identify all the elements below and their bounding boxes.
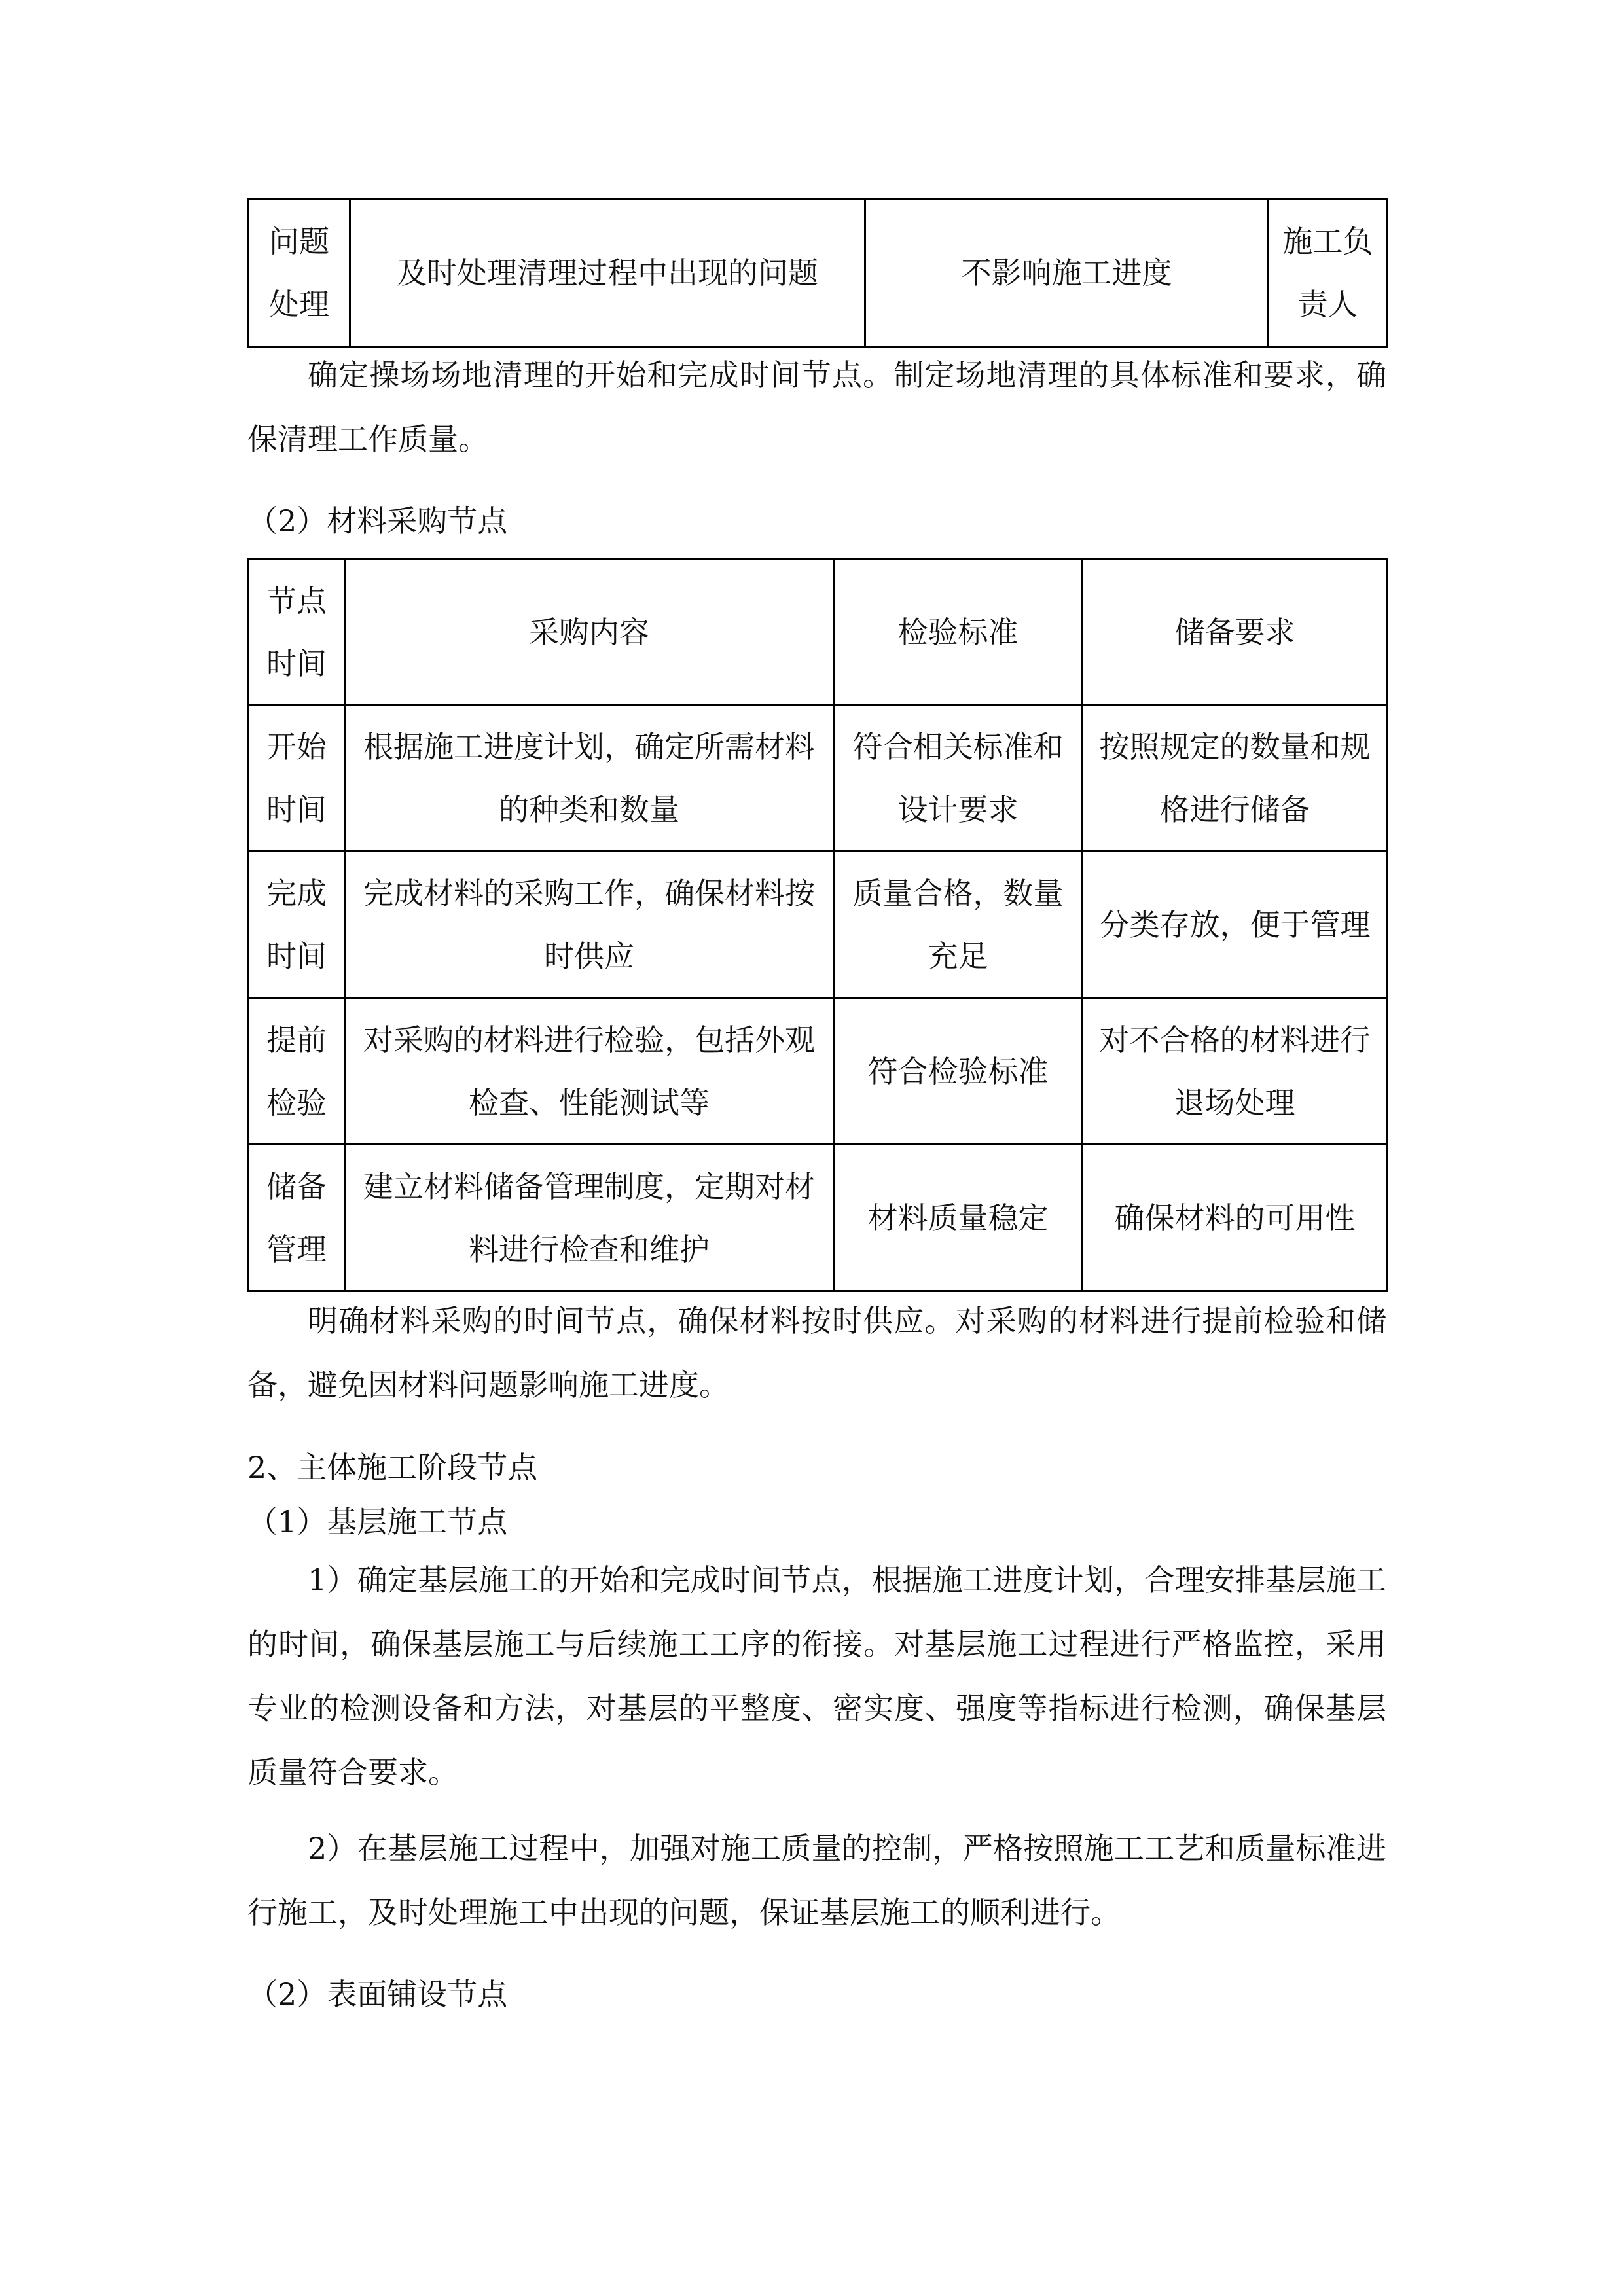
table-cell: 提前检验 [249,998,345,1145]
section-heading: 2、主体施工阶段节点 [247,1450,538,1485]
table-row [249,998,1388,1145]
table-cell: 对采购的材料进行检验，包括外观检查、性能测试等 [345,998,834,1145]
table-cell: 确保材料的可用性 [1083,1145,1388,1291]
table-cell: 对不合格的材料进行退场处理 [1083,998,1388,1145]
table-header-cell: 储备要求 [1083,560,1388,705]
table-header-cell: 检验标准 [834,560,1083,705]
table-cell: 分类存放，便于管理 [1083,852,1388,998]
paragraph: 确定操场场地清理的开始和完成时间节点。制定场地清理的具体标准和要求，确保清理工作质量。 [247,357,1386,457]
table-header-row [249,560,1388,705]
table-cell: 开始时间 [249,705,345,852]
subsection-heading: （1）基层施工节点 [247,1504,508,1539]
table-cell: 质量合格，数量充足 [834,852,1083,998]
table-cell: 完成时间 [249,852,345,998]
table-cell: 施工负责人 [1269,199,1388,347]
table-cell: 及时处理清理过程中出现的问题 [350,199,865,347]
table-cell: 符合检验标准 [834,998,1083,1145]
subsection-heading: （2）表面铺设节点 [247,1977,508,2012]
table-cell: 不影响施工进度 [865,199,1269,347]
paragraph: 2）在基层施工过程中，加强对施工质量的控制，严格按照施工工艺和质量标准进行施工，及时处理施工中出现的问题，保证基层施工的顺利进行。 [247,1831,1386,1930]
table-header-cell: 采购内容 [345,560,834,705]
table-cell: 储备管理 [249,1145,345,1291]
paragraph: 1）确定基层施工的开始和完成时间节点，根据施工进度计划，合理安排基层施工的时间，确保基层施工与后续施工工序的衔接。对基层施工过程进行严格监控，采用专业的检测设备和方法，对基层的平整度、密实度、强度等指标进行检测，确保基层质量符合要求。 [247,1562,1386,1790]
table-cell: 按照规定的数量和规格进行储备 [1083,705,1388,852]
table-cell: 材料质量稳定 [834,1145,1083,1291]
table-cell: 建立材料储备管理制度，定期对材料进行检查和维护 [345,1145,834,1291]
table-row [249,199,1388,347]
table-row [249,852,1388,998]
table-row [249,1145,1388,1291]
table-cell: 问题处理 [249,199,350,347]
table-cell: 符合相关标准和设计要求 [834,705,1083,852]
table-cell: 根据施工进度计划，确定所需材料的种类和数量 [345,705,834,852]
top-table [247,198,1388,348]
table-row [249,705,1388,852]
section-heading: （2）材料采购节点 [247,503,508,539]
paragraph: 明确材料采购的时间节点，确保材料按时供应。对采购的材料进行提前检验和储备，避免因材料问题影响施工进度。 [247,1303,1386,1403]
table-cell: 完成材料的采购工作，确保材料按时供应 [345,852,834,998]
table-header-cell: 节点时间 [249,560,345,705]
material-table [247,558,1388,1292]
